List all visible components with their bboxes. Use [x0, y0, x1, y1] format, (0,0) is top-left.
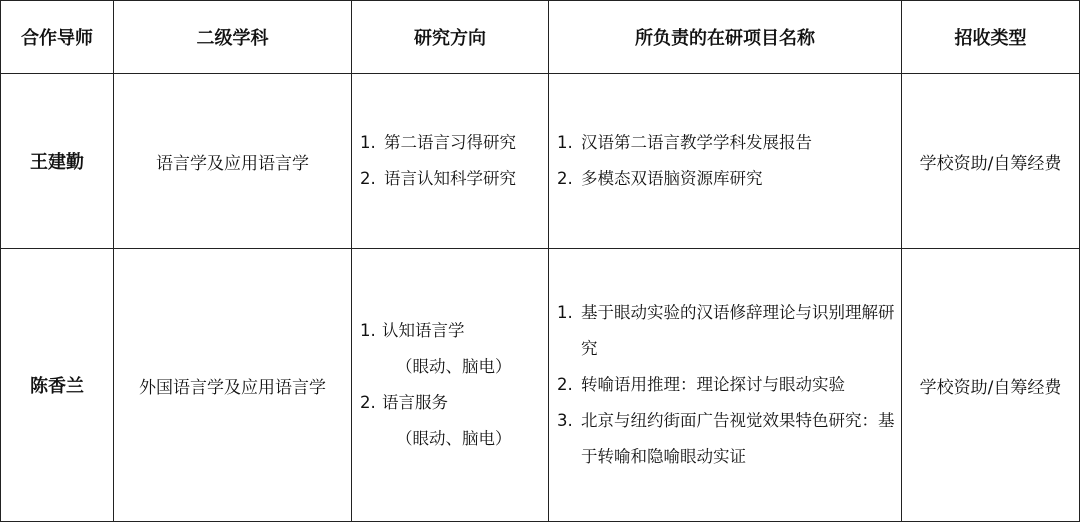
table-row	[1, 249, 1080, 522]
header-mentor: 合作导师	[1, 1, 114, 74]
header-direction: 研究方向	[352, 1, 549, 74]
list-item: 2. 语言认知科学研究	[360, 169, 516, 188]
projects-cell	[549, 74, 902, 249]
list-item: 2. 多模态双语脑资源库研究	[557, 169, 763, 188]
header-projects: 所负责的在研项目名称	[549, 1, 902, 74]
list-item: 1. 第二语言习得研究	[360, 133, 516, 152]
header-funding: 招收类型	[902, 1, 1080, 74]
projects-cell	[549, 249, 902, 522]
direction-note: （眼动、脑电）	[396, 429, 512, 448]
funding-cell: 学校资助/自筹经费	[902, 74, 1080, 249]
direction-list	[352, 125, 548, 197]
table-row	[1, 74, 1080, 249]
direction-cell	[352, 74, 549, 249]
list-item: 1. 基于眼动实验的汉语修辞理论与识别理解研究	[557, 303, 895, 358]
funding-cell: 学校资助/自筹经费	[902, 249, 1080, 522]
header-row	[1, 1, 1080, 74]
list-item: 2. 语言服务 （眼动、脑电）	[360, 385, 542, 457]
direction-list	[352, 313, 548, 457]
mentor-name: 王建勤	[1, 74, 114, 249]
direction-note: （眼动、脑电）	[396, 357, 512, 376]
mentor-name: 陈香兰	[1, 249, 114, 522]
project-list	[549, 295, 901, 475]
list-item: 1. 汉语第二语言教学学科发展报告	[557, 133, 812, 152]
list-item: 2. 转喻语用推理：理论探讨与眼动实验	[557, 375, 845, 394]
project-list	[549, 125, 901, 197]
direction-cell	[352, 249, 549, 522]
discipline-cell: 外国语言学及应用语言学	[114, 249, 352, 522]
discipline-cell: 语言学及应用语言学	[114, 74, 352, 249]
list-item: 1. 认知语言学 （眼动、脑电）	[360, 313, 542, 385]
list-item: 3. 北京与纽约街面广告视觉效果特色研究：基于转喻和隐喻眼动实证	[557, 411, 895, 466]
header-discipline: 二级学科	[114, 1, 352, 74]
